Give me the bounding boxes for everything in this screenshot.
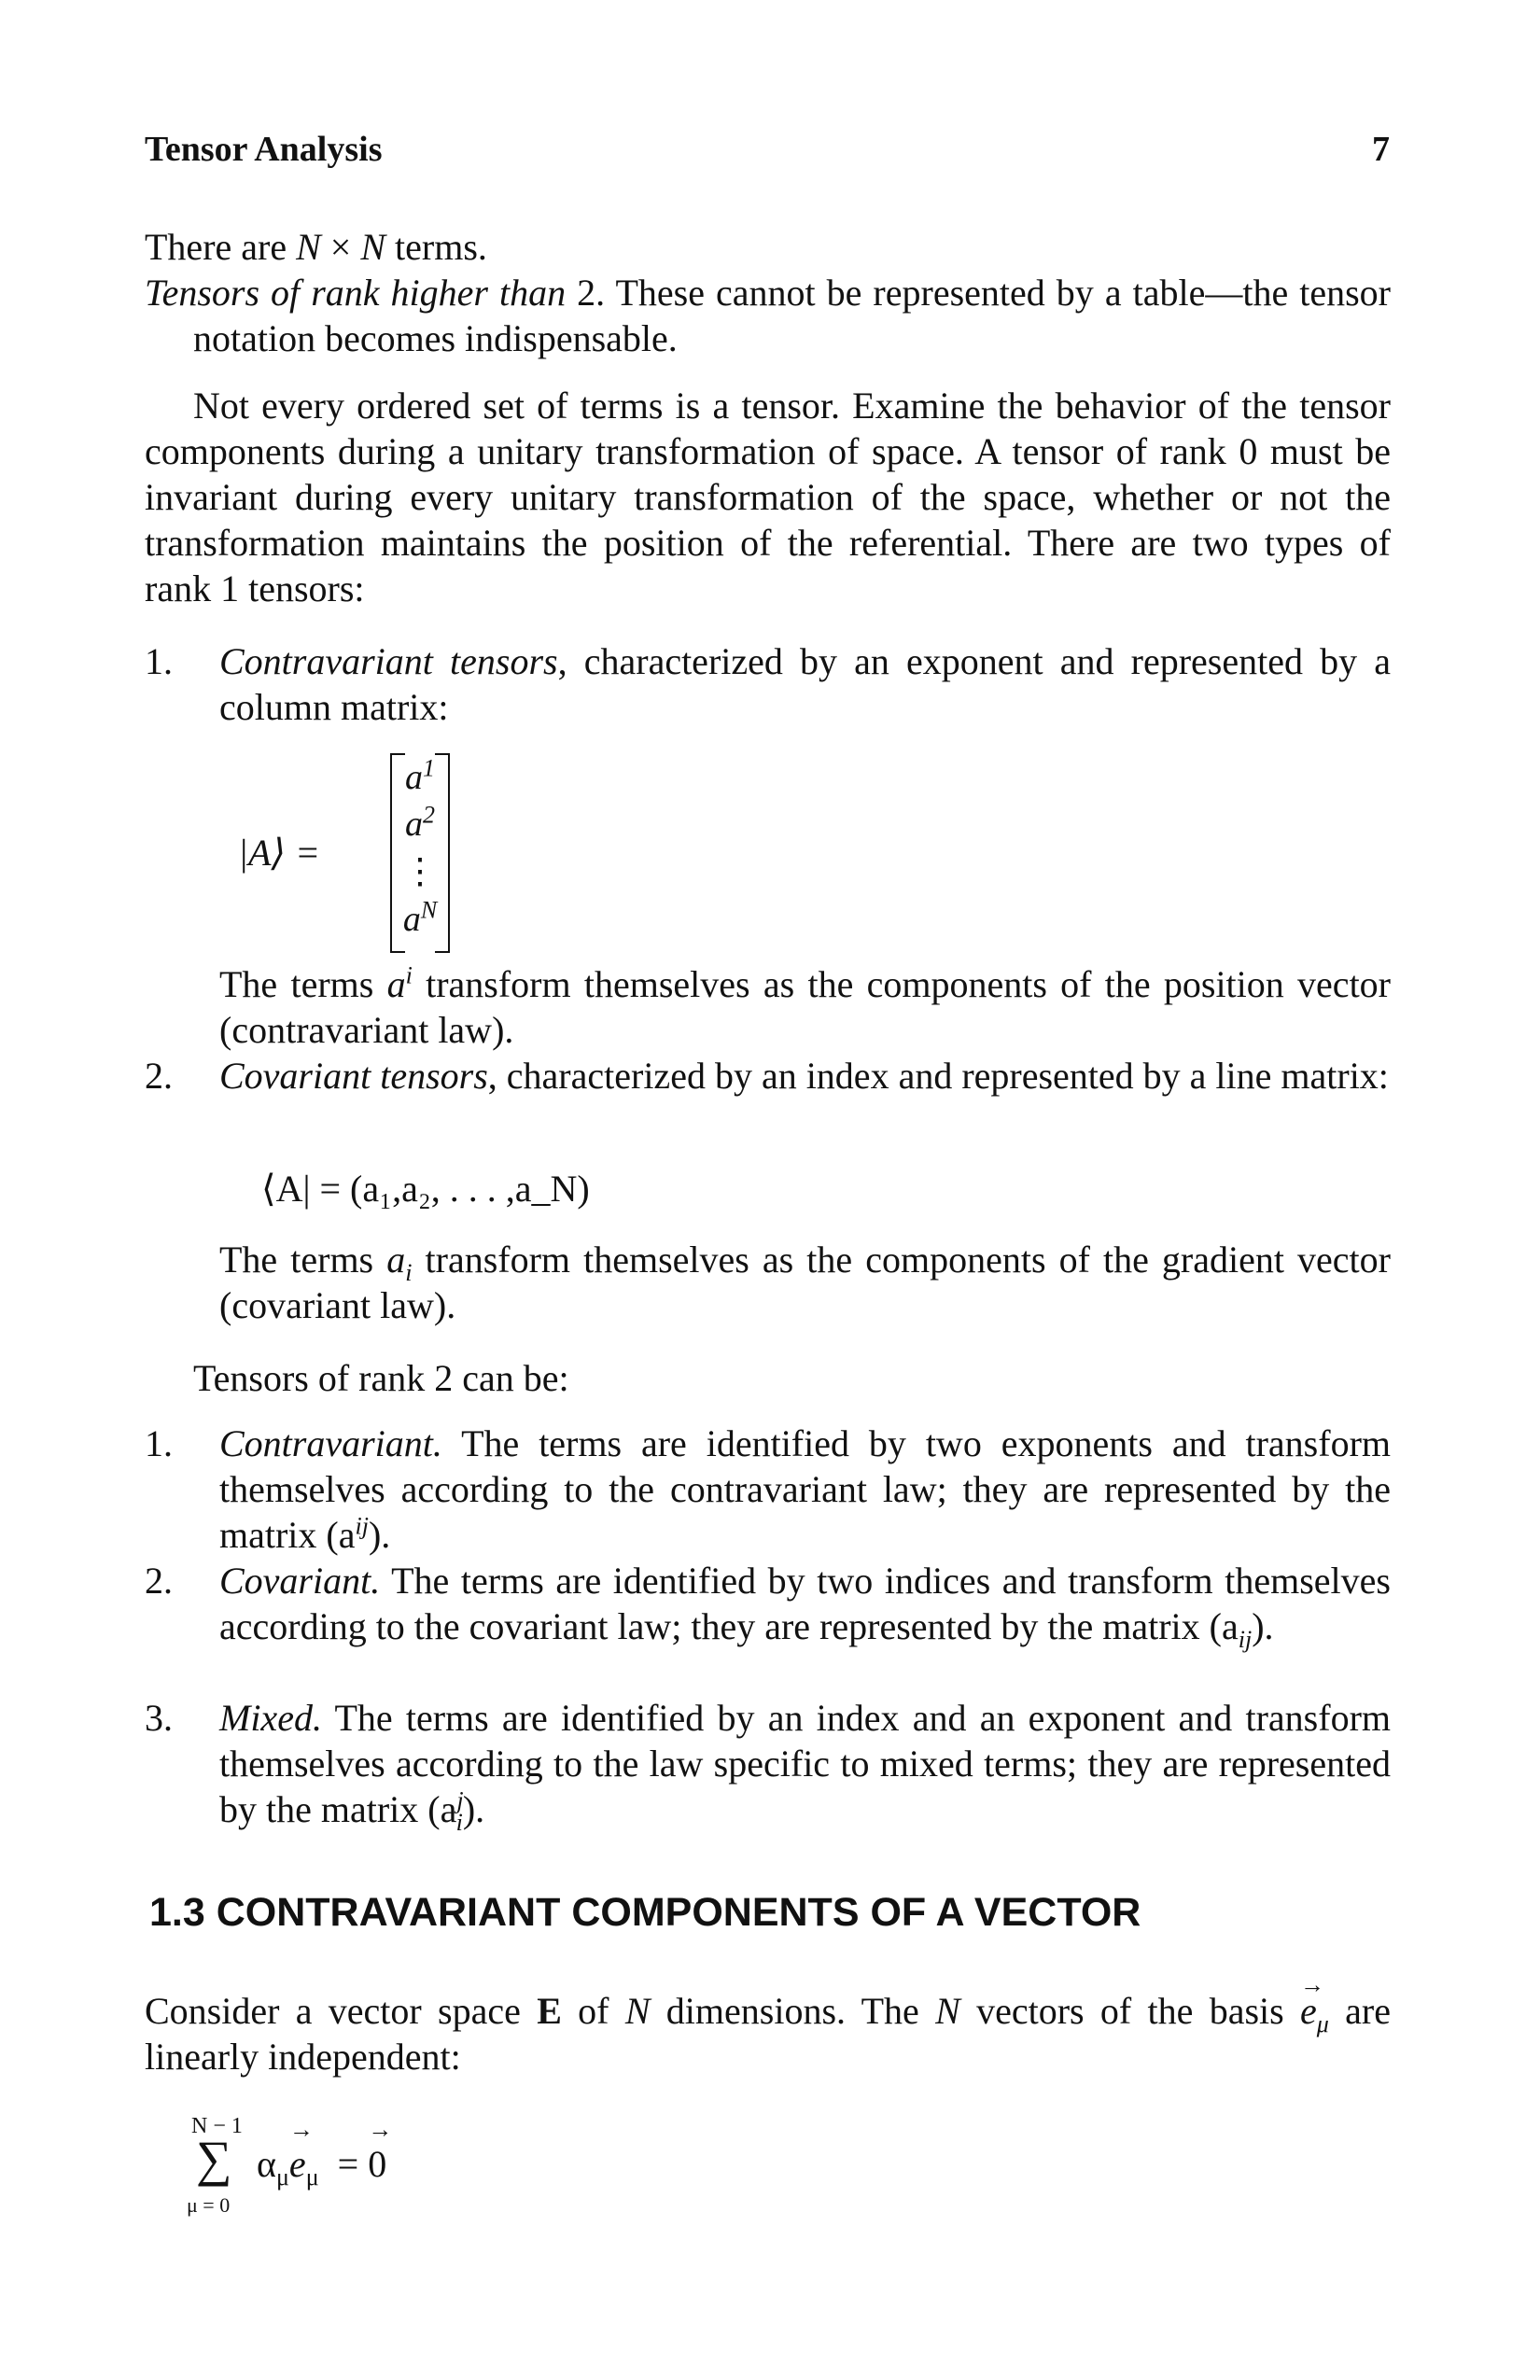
section-heading: 1.3 CONTRAVARIANT COMPONENTS OF A VECTOR — [149, 1890, 1141, 1935]
sum-symbol: ∑ — [196, 2131, 232, 2187]
sum-lower-limit: μ = 0 — [187, 2193, 231, 2217]
rank2-covariant-item: 2. Covariant. The terms are identified by two indices and transform themselves according to the covariant law; they are represented by the matrix $(a_{ij})$. — [145, 1560, 1391, 1653]
matrix-cell-n: $a^N$ — [402, 896, 438, 939]
row-matrix-equation: ⟨A| = (a₁,a₂, . . . ,a_N) — [261, 1168, 590, 1210]
contravariant-label: Contravariant tensors — [219, 640, 558, 682]
contravariant-law-text: The terms $a^i$ transform themselves as the components of the position vector (contravariant law). — [219, 961, 1391, 1051]
contravariant-item — [145, 638, 1391, 730]
matrix-lhs: |A⟩ = — [238, 832, 321, 874]
higher-rank-paragraph — [145, 270, 1391, 361]
sum-body: $\alpha_\mu\to e_\mu$ = → 0 — [257, 2142, 386, 2186]
contravariant-text: , characterized by an exponent and represented by a column matrix: — [219, 640, 1391, 728]
section-intro: Consider a vector space E of N dimensions. The N vectors of the basis → $e_\mu$ are linearly independent: — [145, 1988, 1391, 2079]
item-number: 2. — [145, 1055, 173, 1097]
sum-upper-limit: N − 1 — [191, 2114, 243, 2138]
rank2-mixed-item: 3. Mixed. The terms are identified by an index and an exponent and transform themselves according to the law specific to mixed terms; they are represented by the matrix $(a^j_i)$. — [145, 1697, 1391, 1836]
running-title: Tensor Analysis — [145, 130, 383, 169]
rank2-contravariant-item: 1. Contravariant. The terms are identified by two exponents and transform themselves according to the contravariant law; they are represented by the matrix $(a^{ij})$. — [145, 1422, 1391, 1556]
higher-rank-label: Tensors of rank higher than — [145, 272, 567, 314]
page-number: 7 — [1372, 130, 1390, 169]
terms-count-line: There are N × N terms. — [145, 226, 487, 268]
covariant-label: Covariant tensors — [219, 1055, 488, 1097]
rank2-intro: Tensors of rank 2 can be: — [193, 1357, 569, 1399]
covariant-law-text: The terms $a_i$ transform themselves as the components of the gradient vector (covariant law). — [219, 1239, 1391, 1326]
matrix-cell-1: $a^1$ — [405, 754, 435, 797]
column-matrix — [390, 753, 450, 951]
covariant-text: , characterized by an index and represented by a line matrix: — [487, 1055, 1389, 1097]
higher-rank-text: 2. These cannot be represented by a table—the tensor notation becomes indispensable. — [193, 272, 1391, 359]
matrix-cell-2: $a^2$ — [405, 801, 435, 844]
covariant-item — [145, 1053, 1391, 1099]
item-number: 1. — [145, 640, 173, 682]
matrix-cell-dots: ⋮ — [402, 852, 438, 891]
tensor-definition-paragraph: Not every ordered set of terms is a tensor. Examine the behavior of the tensor components during a unitary transformation of space. A tensor of rank 0 must be invariant during every unitary transformation of the space, whether or not the transformation maintains the position of the referential. There are two types of rank 1 tensors: — [145, 385, 1391, 609]
